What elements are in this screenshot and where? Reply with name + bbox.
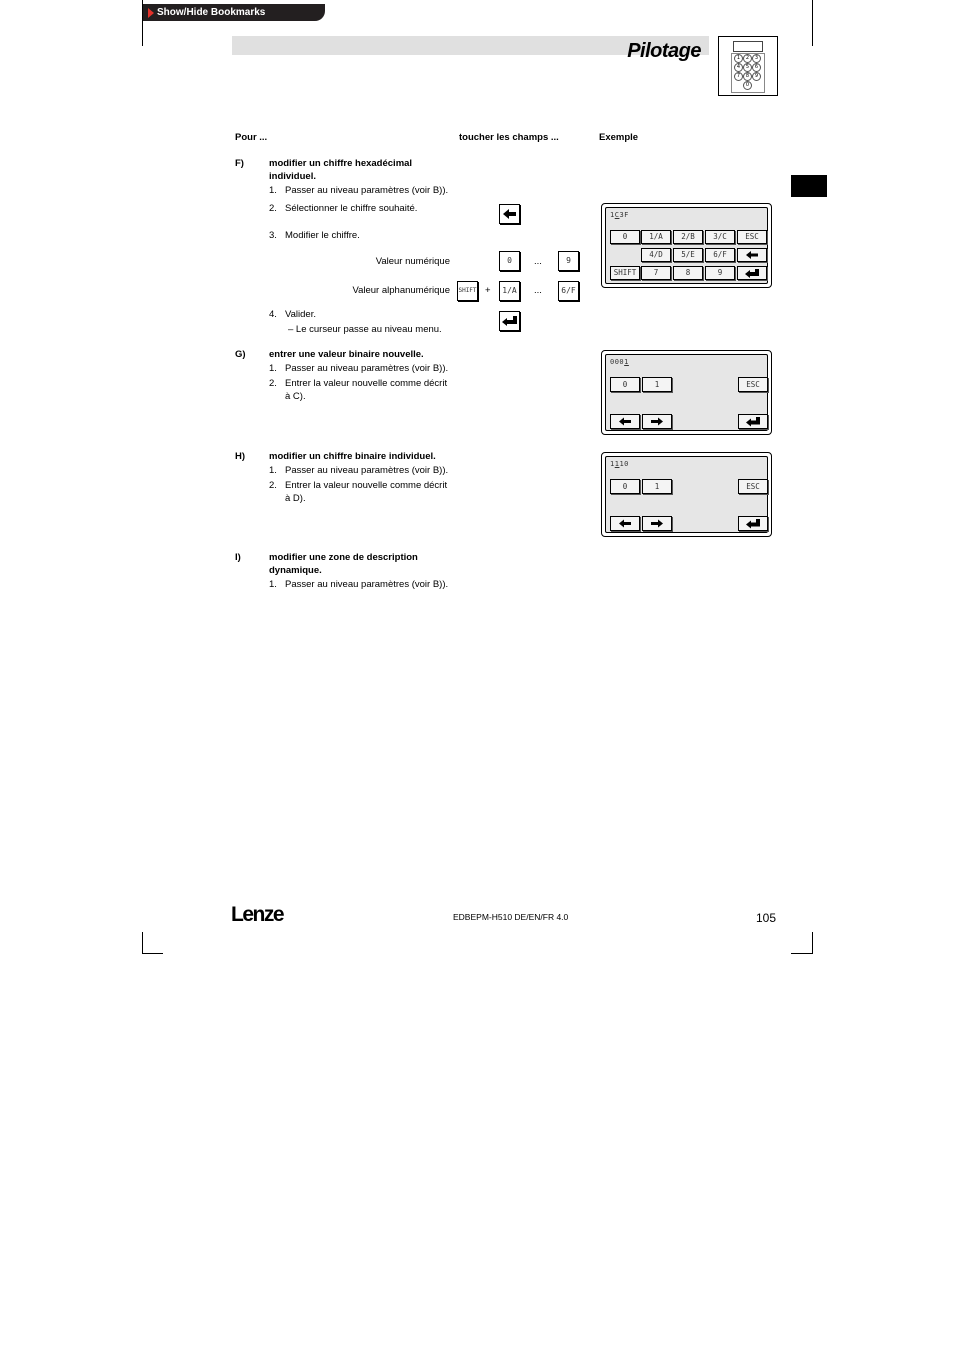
section-letter: H) <box>235 451 246 462</box>
panel-left-arrow-key <box>610 516 640 531</box>
step-text: Modifier le chiffre. <box>285 230 360 241</box>
panel-key: 1/A <box>641 230 671 244</box>
step-number: 2. <box>269 480 277 491</box>
thumbnail-key: 4 <box>734 63 743 72</box>
section-title: modifier un chiffre binaire individuel. <box>269 451 436 462</box>
bookmark-label: Show/Hide Bookmarks <box>157 7 266 18</box>
panel-enter-key <box>737 266 767 280</box>
display-readout: 1C3F <box>610 211 629 219</box>
enter-icon <box>743 415 763 428</box>
column-header-exemple: Exemple <box>599 132 639 143</box>
display-readout: 0001 <box>610 358 629 366</box>
section-letter: G) <box>235 349 246 360</box>
lenze-logo: Lenze <box>231 903 284 926</box>
thumbnail-key: 0 <box>743 81 752 90</box>
thumbnail-key: 6 <box>752 63 761 72</box>
arrow-left-icon <box>743 249 761 261</box>
keypad-panel-inner <box>605 354 768 431</box>
step-text: Valider. <box>285 309 316 320</box>
thumbnail-key: 5 <box>743 63 752 72</box>
panel-key: 0 <box>610 479 640 494</box>
panel-left-arrow-key <box>610 414 640 429</box>
binary-keypad-panel <box>601 452 772 537</box>
left-arrow-key <box>499 204 520 224</box>
key-0: 0 <box>499 251 520 271</box>
step-text: Passer au niveau paramètres (voir B)). <box>285 465 449 476</box>
step-text: à D). <box>285 493 306 504</box>
panel-key: 2/B <box>673 230 703 244</box>
crop-mark <box>142 953 163 954</box>
panel-key: 8 <box>673 266 703 280</box>
panel-key: ESC <box>737 230 767 244</box>
document-code: EDBEPM-H510 DE/EN/FR 4.0 <box>453 912 569 922</box>
panel-key: 0 <box>610 377 640 392</box>
thumbnail-key: 1 <box>734 54 743 63</box>
enter-icon <box>743 517 763 530</box>
step-number: 1. <box>269 363 277 374</box>
keypad-panel-inner <box>605 456 768 533</box>
page-title: Pilotage <box>627 40 701 62</box>
step-number: 4. <box>269 309 277 320</box>
section-letter: F) <box>235 158 244 169</box>
panel-esc-key: ESC <box>738 377 768 392</box>
thumbnail-key: 8 <box>743 72 752 81</box>
alphanumeric-value-label: Valeur alphanumérique <box>352 285 450 296</box>
binary-keypad-panel <box>601 350 772 435</box>
crop-mark <box>142 932 143 954</box>
step-number: 2. <box>269 378 277 389</box>
panel-key: 1 <box>642 479 672 494</box>
key-9: 9 <box>558 251 579 271</box>
panel-key: 1 <box>642 377 672 392</box>
key-6f: 6/F <box>558 281 579 301</box>
step-text: Passer au niveau paramètres (voir B)). <box>285 185 449 196</box>
thumbnail-key: 3 <box>752 54 761 63</box>
arrow-right-icon <box>648 415 666 428</box>
step-text: Entrer la valeur nouvelle comme décrit <box>285 480 448 491</box>
section-title: dynamique. <box>269 565 322 576</box>
step-number: 2. <box>269 203 277 214</box>
panel-right-arrow-key <box>642 516 672 531</box>
step-text: Entrer la valeur nouvelle comme décrit <box>285 378 448 389</box>
page-number: 105 <box>756 911 777 925</box>
thumbnail-screen <box>733 41 763 52</box>
panel-key: 9 <box>705 266 735 280</box>
panel-key: 3/C <box>705 230 735 244</box>
numeric-value-label: Valeur numérique <box>375 256 450 267</box>
panel-key: 5/E <box>673 248 703 262</box>
keypad-thumbnail-icon <box>718 36 778 96</box>
panel-key: SHIFT <box>610 266 640 280</box>
panel-enter-key <box>738 516 768 531</box>
thumbnail-key: 9 <box>752 72 761 81</box>
show-hide-bookmarks-button[interactable] <box>143 4 325 21</box>
panel-esc-key: ESC <box>738 479 768 494</box>
column-header-toucher: toucher les champs ... <box>459 132 559 143</box>
step-number: 1. <box>269 579 277 590</box>
shift-key: SHIFT <box>457 281 478 301</box>
plus-sign: + <box>485 285 491 296</box>
thumbnail-key: 2 <box>743 54 752 63</box>
arrow-left-icon <box>502 205 517 223</box>
arrow-left-icon <box>616 415 634 428</box>
step-number: 1. <box>269 185 277 196</box>
crop-mark <box>791 953 813 954</box>
step-subtext: – Le curseur passe au niveau menu. <box>288 324 442 335</box>
panel-key: 6/F <box>705 248 735 262</box>
crop-mark <box>812 0 813 46</box>
display-readout: 1110 <box>610 460 629 468</box>
panel-enter-key <box>738 414 768 429</box>
arrow-left-icon <box>616 517 634 530</box>
enter-key <box>499 311 520 331</box>
section-title: individuel. <box>269 171 316 182</box>
thumbnail-key: 7 <box>734 72 743 81</box>
step-text: Passer au niveau paramètres (voir B)). <box>285 363 449 374</box>
panel-key: 7 <box>641 266 671 280</box>
keypad-example-panel <box>601 203 772 288</box>
arrow-right-icon <box>648 517 666 530</box>
step-text: Passer au niveau paramètres (voir B)). <box>285 579 449 590</box>
section-title: modifier une zone de description <box>269 552 418 563</box>
chapter-marker <box>791 175 827 197</box>
step-number: 1. <box>269 465 277 476</box>
enter-icon <box>742 267 762 279</box>
crop-mark <box>812 932 813 954</box>
panel-key: 0 <box>610 230 640 244</box>
triangle-right-icon <box>148 8 154 18</box>
column-header-pour: Pour ... <box>235 132 268 143</box>
enter-icon <box>501 312 518 330</box>
keypad-panel-inner <box>605 207 768 284</box>
key-1a: 1/A <box>499 281 520 301</box>
section-letter: I) <box>235 552 241 563</box>
panel-right-arrow-key <box>642 414 672 429</box>
range-ellipsis: ... <box>534 256 542 267</box>
section-title: modifier un chiffre hexadécimal <box>269 158 413 169</box>
step-text: à C). <box>285 391 306 402</box>
range-ellipsis: ... <box>534 285 542 296</box>
panel-left-arrow-key <box>737 248 767 262</box>
section-title: entrer une valeur binaire nouvelle. <box>269 349 424 360</box>
panel-key: 4/D <box>641 248 671 262</box>
step-text: Sélectionner le chiffre souhaité. <box>285 203 418 214</box>
step-number: 3. <box>269 230 277 241</box>
